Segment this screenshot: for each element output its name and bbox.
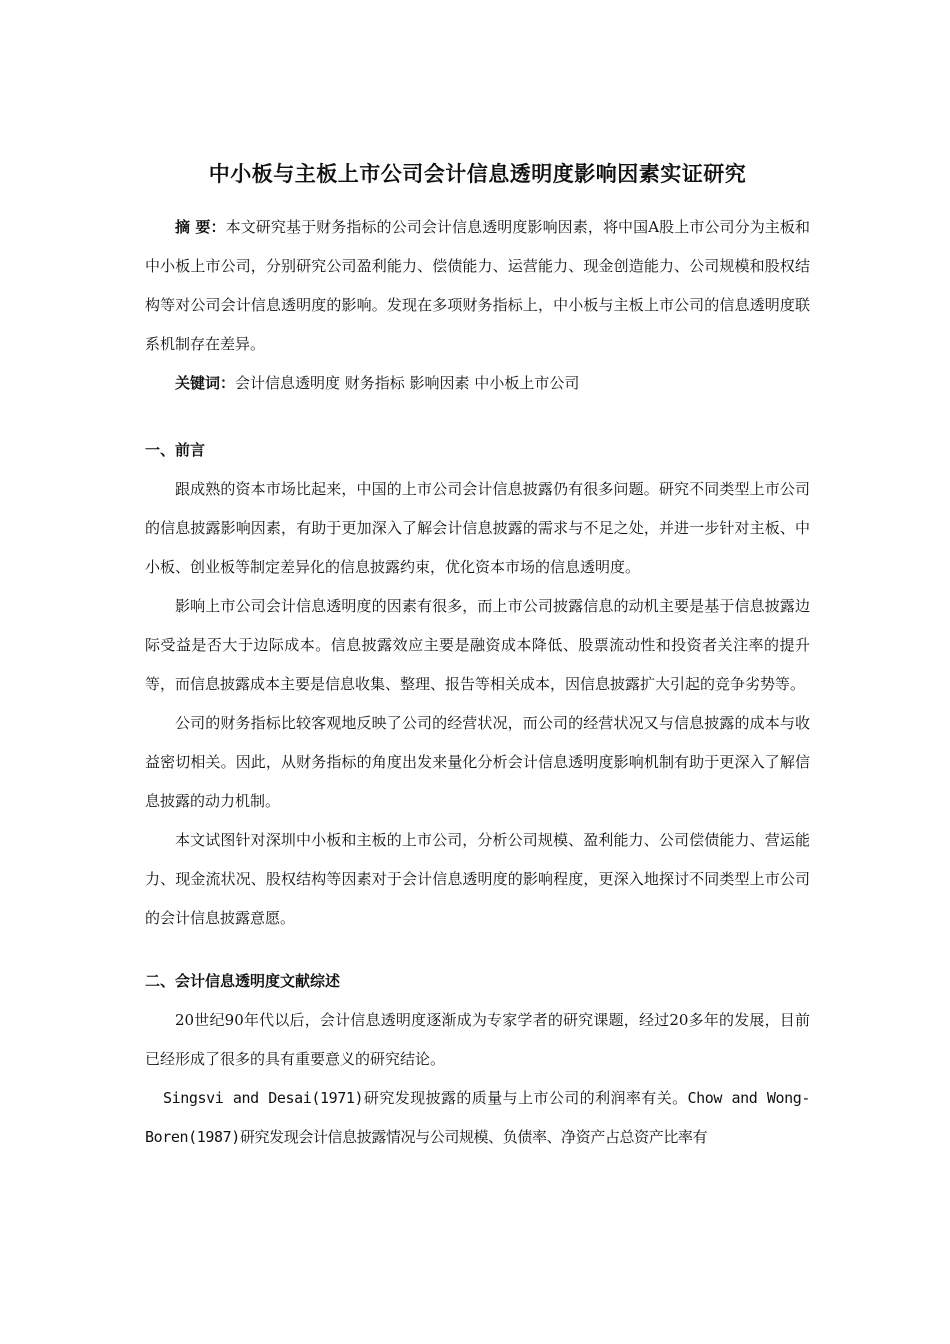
paragraph: 影响上市公司会计信息透明度的因素有很多，而上市公司披露信息的动机主要是基于信息披露边际受益是否大于边际成本。信息披露效应主要是融资成本降低、股票流动性和投资者关注率的提升等，而信息披露成本主要是信息收集、整理、报告等相关成本，因信息披露扩大引起的竞争劣势等。 [145, 597, 810, 693]
paragraph: 公司的财务指标比较客观地反映了公司的经营状况，而公司的经营状况又与信息披露的成本与收益密切相关。因此，从财务指标的角度出发来量化分析会计信息透明度影响机制有助于更深入了解信息披露的动力机制。 [145, 714, 810, 810]
section-heading-introduction: 一、前言 [145, 441, 206, 459]
keywords [145, 364, 810, 403]
abstract-text: 本文研究基于财务指标的公司会计信息透明度影响因素，将中国A股上市公司分为主板和中小板上市公司，分别研究公司盈利能力、偿债能力、运营能力、现金创造能力、公司规模和股权结构等对公司会计信息透明度的影响。发现在多项财务指标上，中小板与主板上市公司的信息透明度联系机制存在差异。 [145, 218, 810, 353]
paragraph: 跟成熟的资本市场比起来，中国的上市公司会计信息披露仍有很多问题。研究不同类型上市公司的信息披露影响因素，有助于更加深入了解会计信息披露的需求与不足之处，并进一步针对主板、中小板、创业板等制定差异化的信息披露约束，优化资本市场的信息透明度。 [145, 480, 810, 576]
paragraph: 本文试图针对深圳中小板和主板的上市公司，分析公司规模、盈利能力、公司偿债能力、营运能力、现金流状况、股权结构等因素对于会计信息透明度的影响程度，更深入地探讨不同类型上市公司的会计信息披露意愿。 [145, 831, 810, 927]
abstract [145, 208, 810, 364]
paragraph-literature: Singsvi and Desai(1971)研究发现披露的质量与上市公司的利润率有关。Chow and Wong-Boren(1987)研究发现会计信息披露情况与公司规模、负债率、净资产占总资产比率有 [145, 1089, 810, 1146]
document-page [145, 150, 810, 1157]
keywords-text: 会计信息透明度 财务指标 影响因素 中小板上市公司 [235, 374, 580, 392]
keywords-label: 关键词： [175, 374, 236, 392]
paper-title: 中小板与主板上市公司会计信息透明度影响因素实证研究 [208, 162, 747, 186]
section-heading-literature-review: 二、会计信息透明度文献综述 [145, 972, 341, 990]
abstract-label: 摘 要： [175, 218, 226, 236]
paragraph: 20世纪90年代以后，会计信息透明度逐渐成为专家学者的研究课题，经过20多年的发展，目前已经形成了很多的具有重要意义的研究结论。 [145, 1011, 810, 1068]
